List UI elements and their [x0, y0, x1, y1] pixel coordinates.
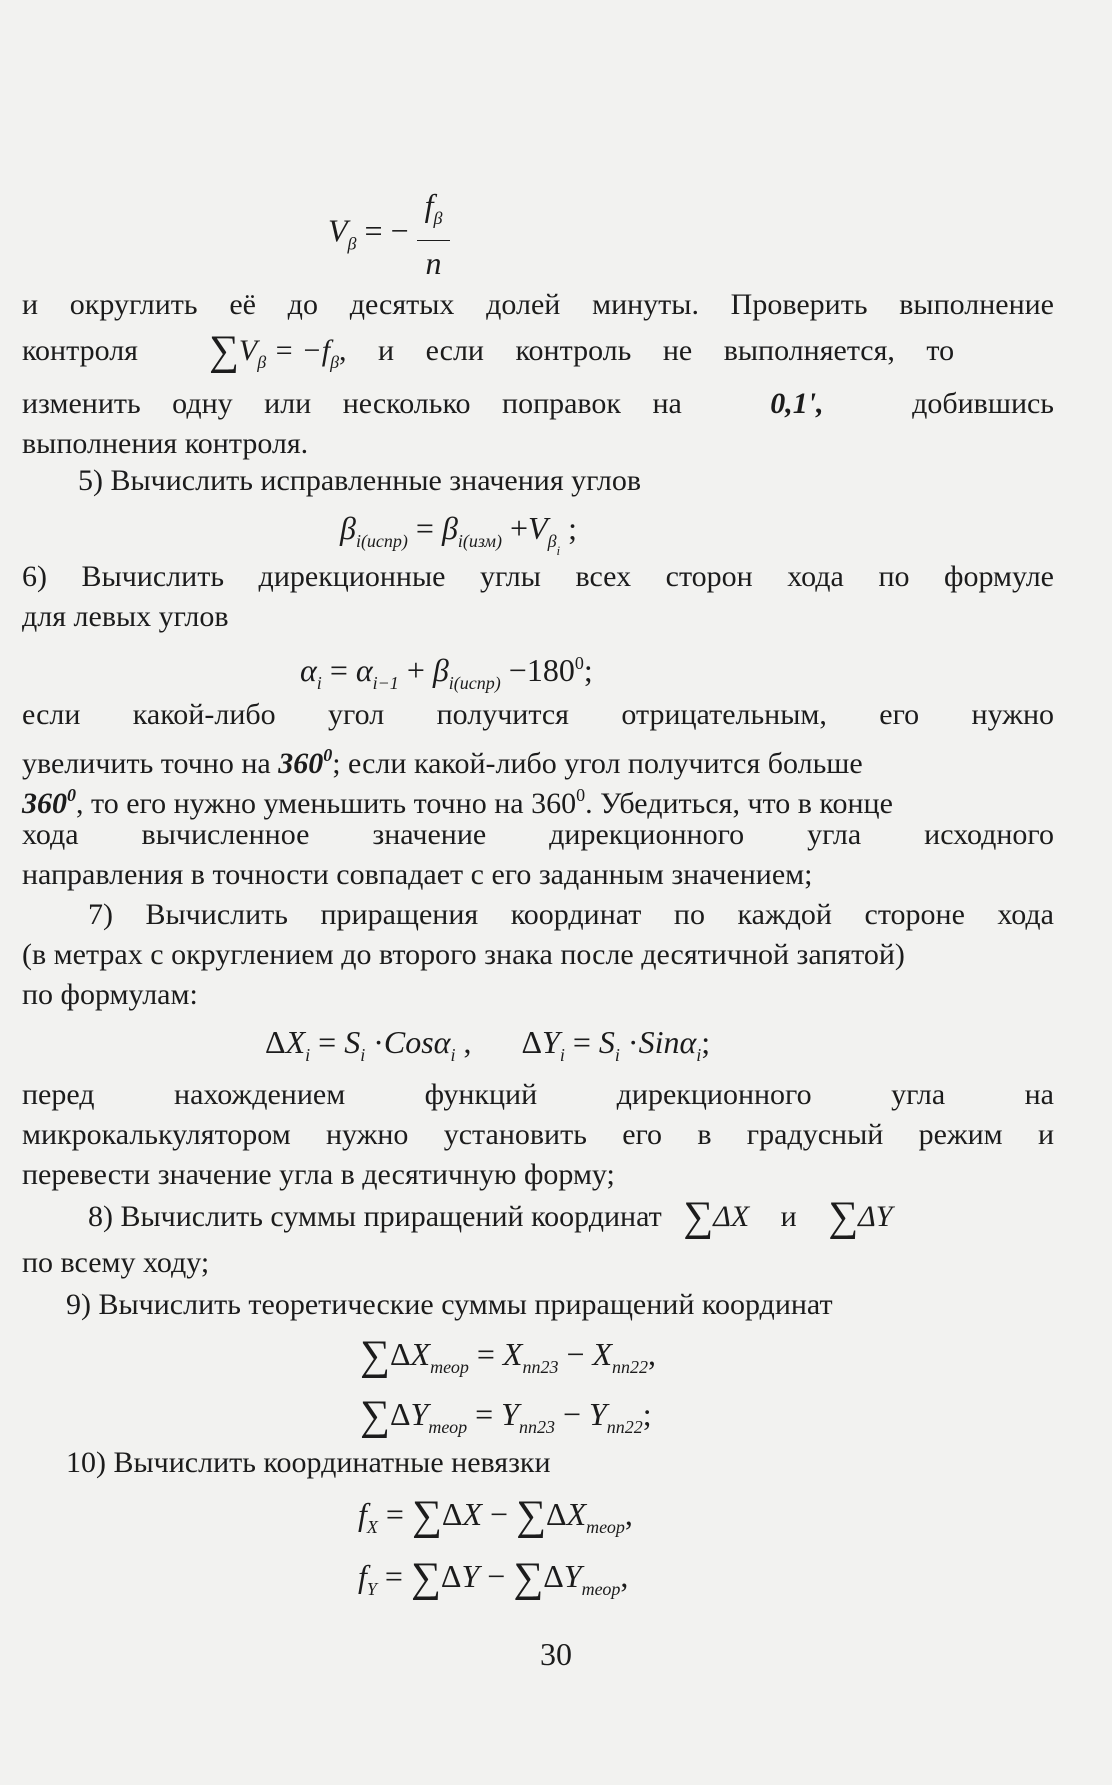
formula-subscript: β	[257, 352, 267, 372]
text-line: хода вычисленное значение дирекционного угла исходного	[22, 818, 1054, 851]
emphasis-value: 0,1',	[770, 387, 824, 420]
text-line: перед нахождением функций дирекционного угла на	[22, 1078, 1054, 1111]
emphasis-value: $360^0$	[278, 745, 333, 780]
text-line	[22, 385, 1054, 423]
formula-v-beta	[328, 185, 450, 283]
text-fragment: , то его нужно уменьшить точно на 360	[76, 787, 577, 820]
list-item-5: 5) Вычислить исправленные значения углов	[78, 464, 642, 497]
formula-sum-v: $\sum V_\beta = -f_\beta$	[208, 328, 340, 374]
text-line: по всему ходу;	[22, 1246, 210, 1279]
formula-fraction	[417, 185, 451, 283]
formula-fy: $f_Y = \sum\Delta Y - \sum\Delta Y_{теор}$,	[358, 1555, 629, 1601]
list-item-6: 6) Вычислить дирекционные углы всех сторон хода по формуле	[22, 560, 1054, 593]
text-line: направления в точности совпадает с его заданным значением;	[22, 858, 813, 891]
formula-fx: $f_X = \sum\Delta X - \sum\Delta X_{теор}$,	[358, 1493, 633, 1539]
text-fragment: ; если какой-либо угол получится больше	[332, 747, 863, 780]
text-line: (в метрах с округлением до второго знака после десятичной запятой)	[22, 938, 905, 971]
text-fragment: изменить одну или несколько поправок на	[22, 387, 682, 420]
text-fragment: . Убедиться, что в конце	[585, 787, 893, 820]
text-fragment: добившись	[912, 387, 1054, 420]
text-line: для левых углов	[22, 600, 229, 633]
list-item-8	[88, 1194, 893, 1240]
fraction-numerator: f	[424, 187, 434, 223]
text-line: по формулам:	[22, 978, 198, 1011]
formula-beta-corrected: $\beta_{i(испр)} = \beta_{i(изм)} +V_{\beta_i}$ ;	[340, 510, 578, 558]
formula-operator: = −	[364, 212, 409, 249]
text-fragment: , и если контроль не выполняется, то	[339, 334, 955, 367]
text-line: и округлить её до десятых долей минуты. Проверить выполнение	[22, 288, 1054, 321]
text-fragment: увеличить точно на	[22, 747, 271, 780]
formula-symbol: V	[328, 212, 348, 249]
text-line-control	[22, 328, 955, 381]
formula-increments: $\Delta X_i = S_i \cdot Cos\alpha_i$ , $\Delta Y_i = S_i \cdot Sin\alpha_i$;	[265, 1024, 711, 1065]
list-item-10: 10) Вычислить координатные невязки	[66, 1446, 551, 1479]
text-line: микрокалькулятором нужно установить его в градусный режим и	[22, 1118, 1054, 1151]
formula-sum-dx-theor: $\sum\Delta X_{теор} = X_{пп23} - X_{пп22}$,	[360, 1333, 657, 1379]
page-number: 30	[540, 1636, 572, 1672]
text-fragment: и	[780, 1200, 797, 1233]
formula-sum-dy-theor: $\sum\Delta Y_{теор} = Y_{пп23} - Y_{пп22}$;	[360, 1393, 652, 1439]
text-fragment: 8) Вычислить суммы приращений координат	[88, 1200, 662, 1233]
list-item-7: 7) Вычислить приращения координат по каждой стороне хода	[88, 898, 1054, 931]
text-line: если какой-либо угол получится отрицательным, его нужно	[22, 698, 1054, 731]
formula-sum-dy: ∑ΔY	[828, 1194, 893, 1240]
formula-alpha: $\alpha_i = \alpha_{i-1} + \beta_{i(испр)} -180^0$;	[300, 652, 593, 693]
emphasis-value: $360^0$	[22, 785, 76, 820]
list-item-9: 9) Вычислить теоретические суммы приращений координат	[66, 1288, 833, 1321]
formula-subscript: β	[347, 233, 357, 254]
fraction-numerator-subscript: β	[433, 208, 443, 228]
formula-sum-dx: ∑ΔX	[683, 1194, 750, 1240]
text-line: выполнения контроля.	[22, 427, 309, 460]
text-line: перевести значение угла в десятичную форму;	[22, 1158, 615, 1191]
formula-subscript: β	[330, 352, 340, 372]
text-fragment: контроля	[22, 334, 138, 367]
superscript: 0	[576, 785, 586, 805]
fraction-denominator: n	[425, 245, 442, 281]
